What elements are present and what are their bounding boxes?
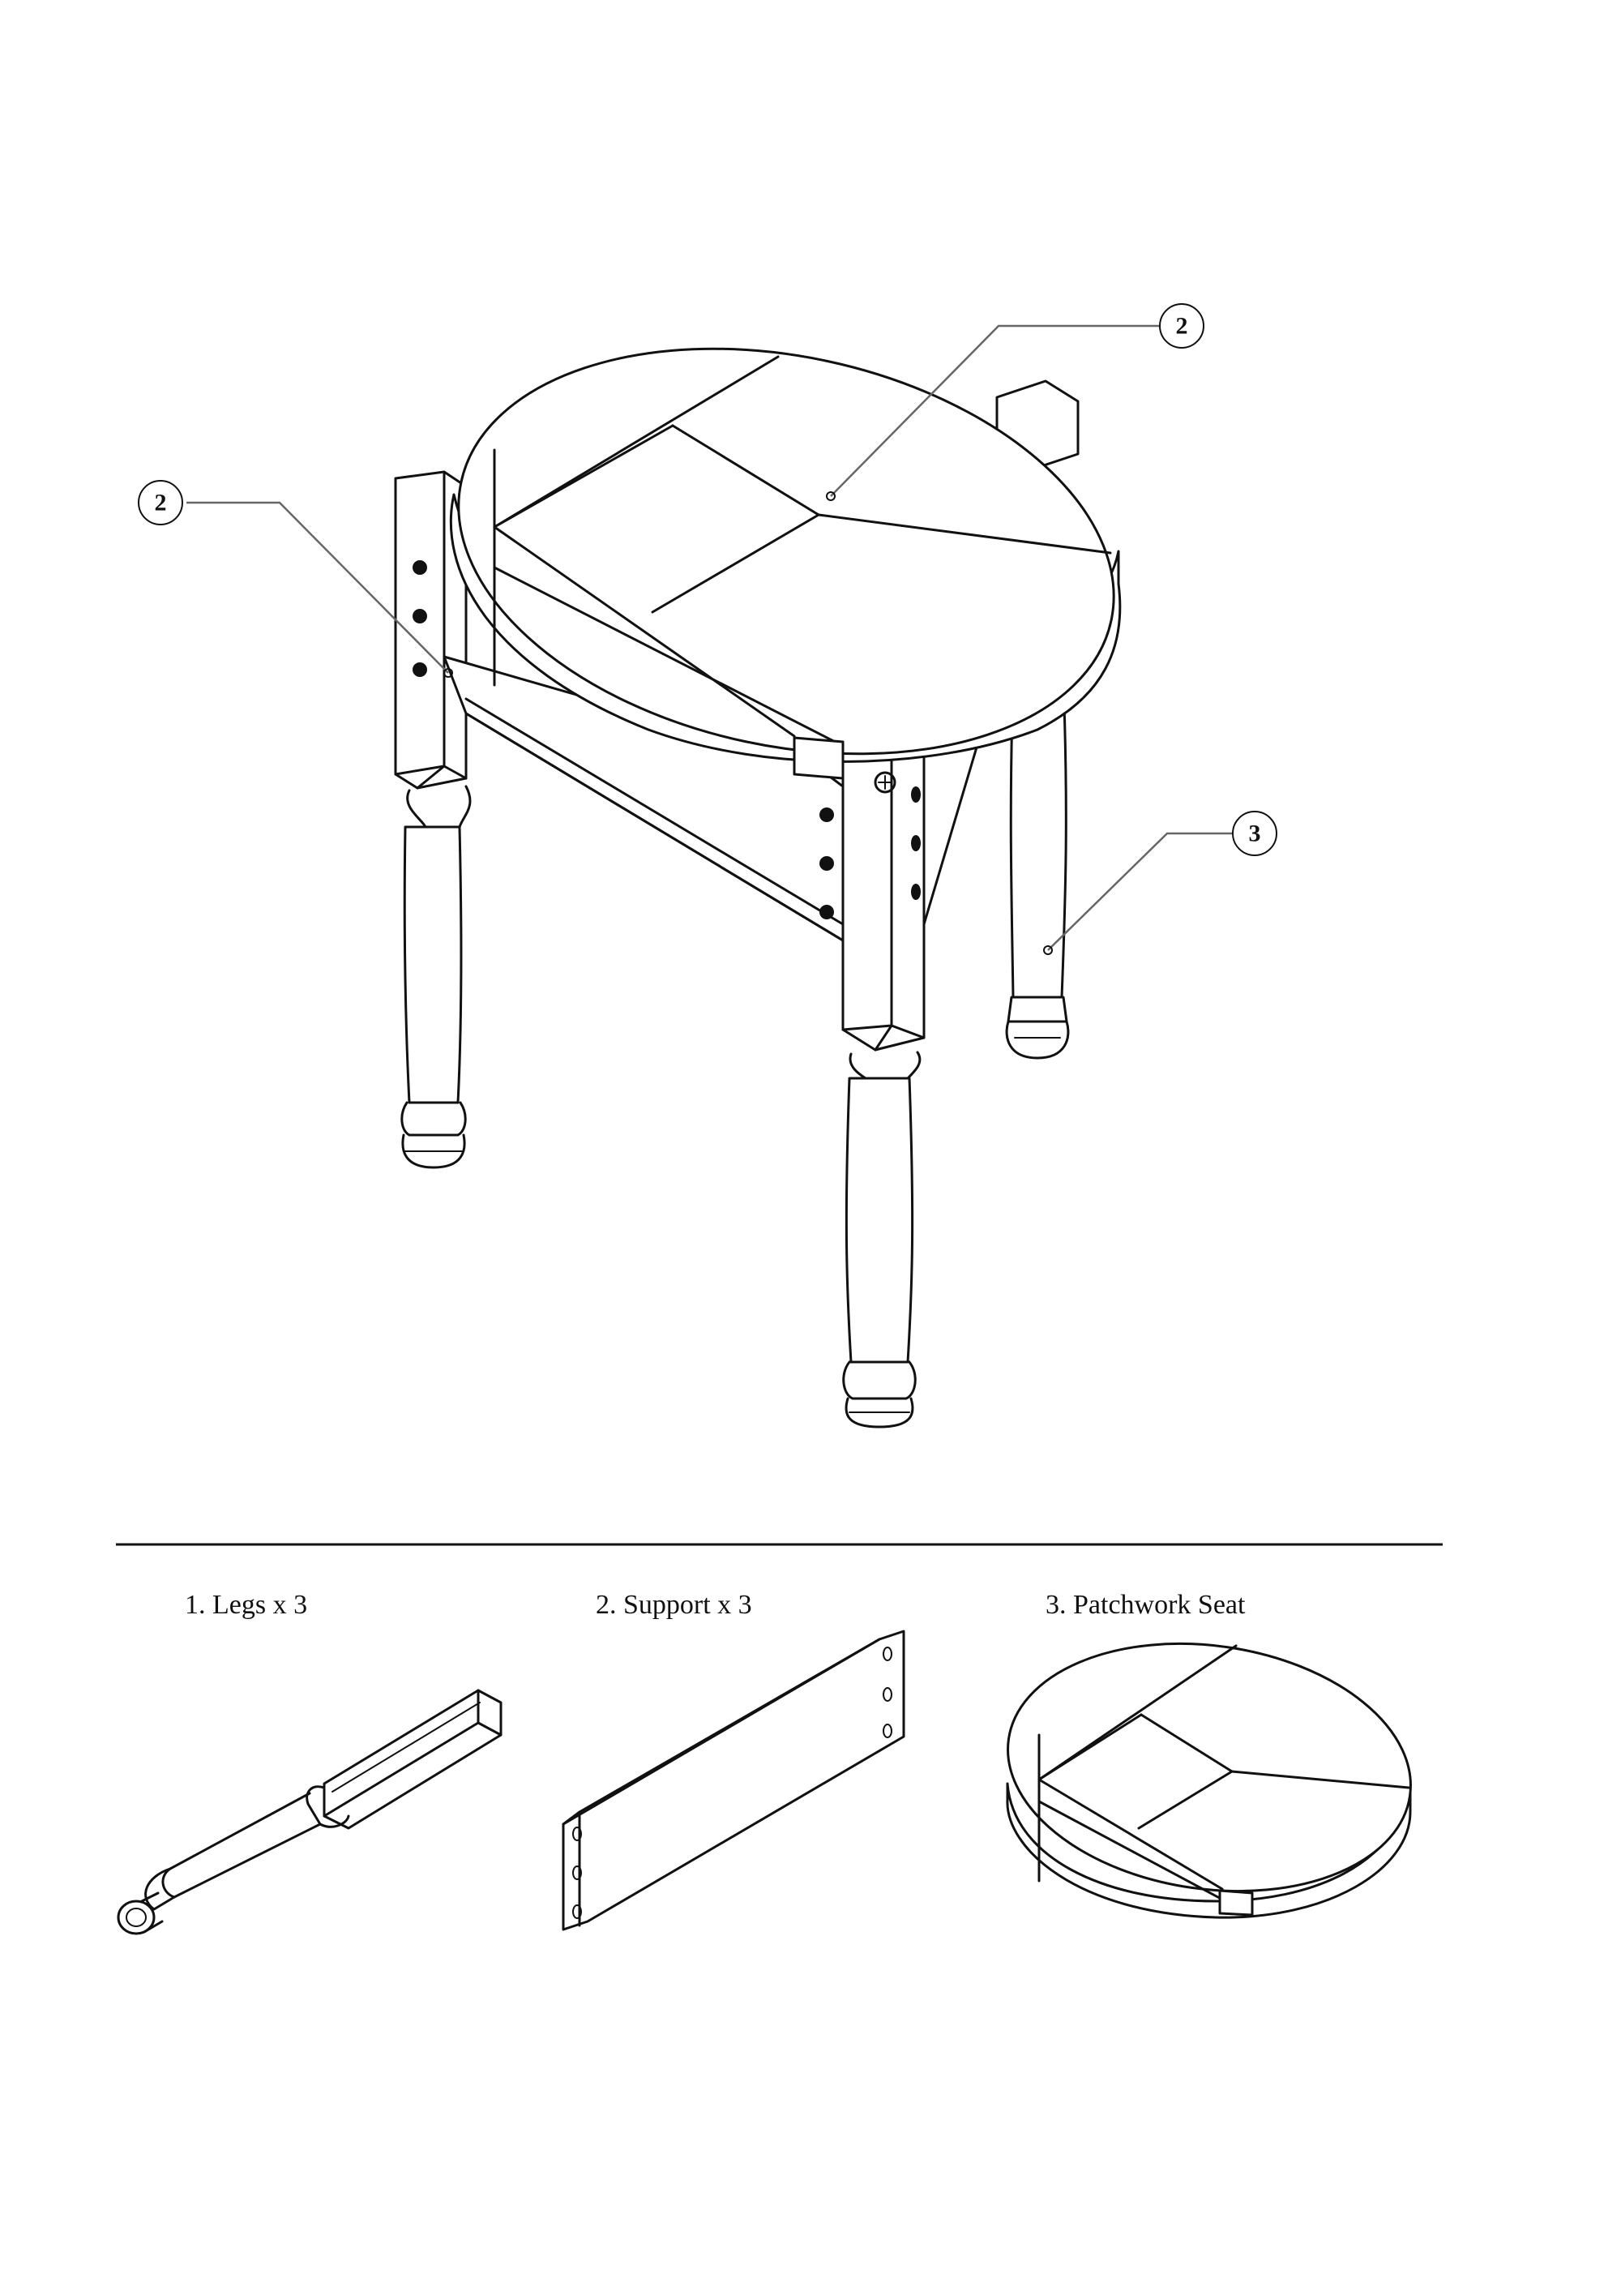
part-seat-drawing (992, 1619, 1427, 1917)
part-seat-label: 3. Patchwork Seat (1046, 1590, 1246, 1620)
callout-support-bubble (139, 481, 182, 525)
leg-front (843, 734, 924, 1427)
callout-seat-number: 2 (1175, 312, 1188, 340)
parts-list (118, 1590, 1426, 1934)
leader-leg (1048, 833, 1234, 950)
callout-leg-number: 3 (1248, 820, 1261, 847)
callout-support-number: 2 (154, 489, 167, 516)
callout-leg-bubble (1233, 812, 1277, 855)
callout-seat-bubble (1160, 304, 1204, 348)
leg-left (396, 472, 470, 1167)
part-support-label: 2. Support x 3 (596, 1590, 752, 1620)
part-support-drawing (563, 1631, 904, 1930)
part-legs-drawing (118, 1690, 501, 1934)
assembled-stool (139, 292, 1277, 1427)
part-legs-label: 1. Legs x 3 (185, 1590, 308, 1620)
